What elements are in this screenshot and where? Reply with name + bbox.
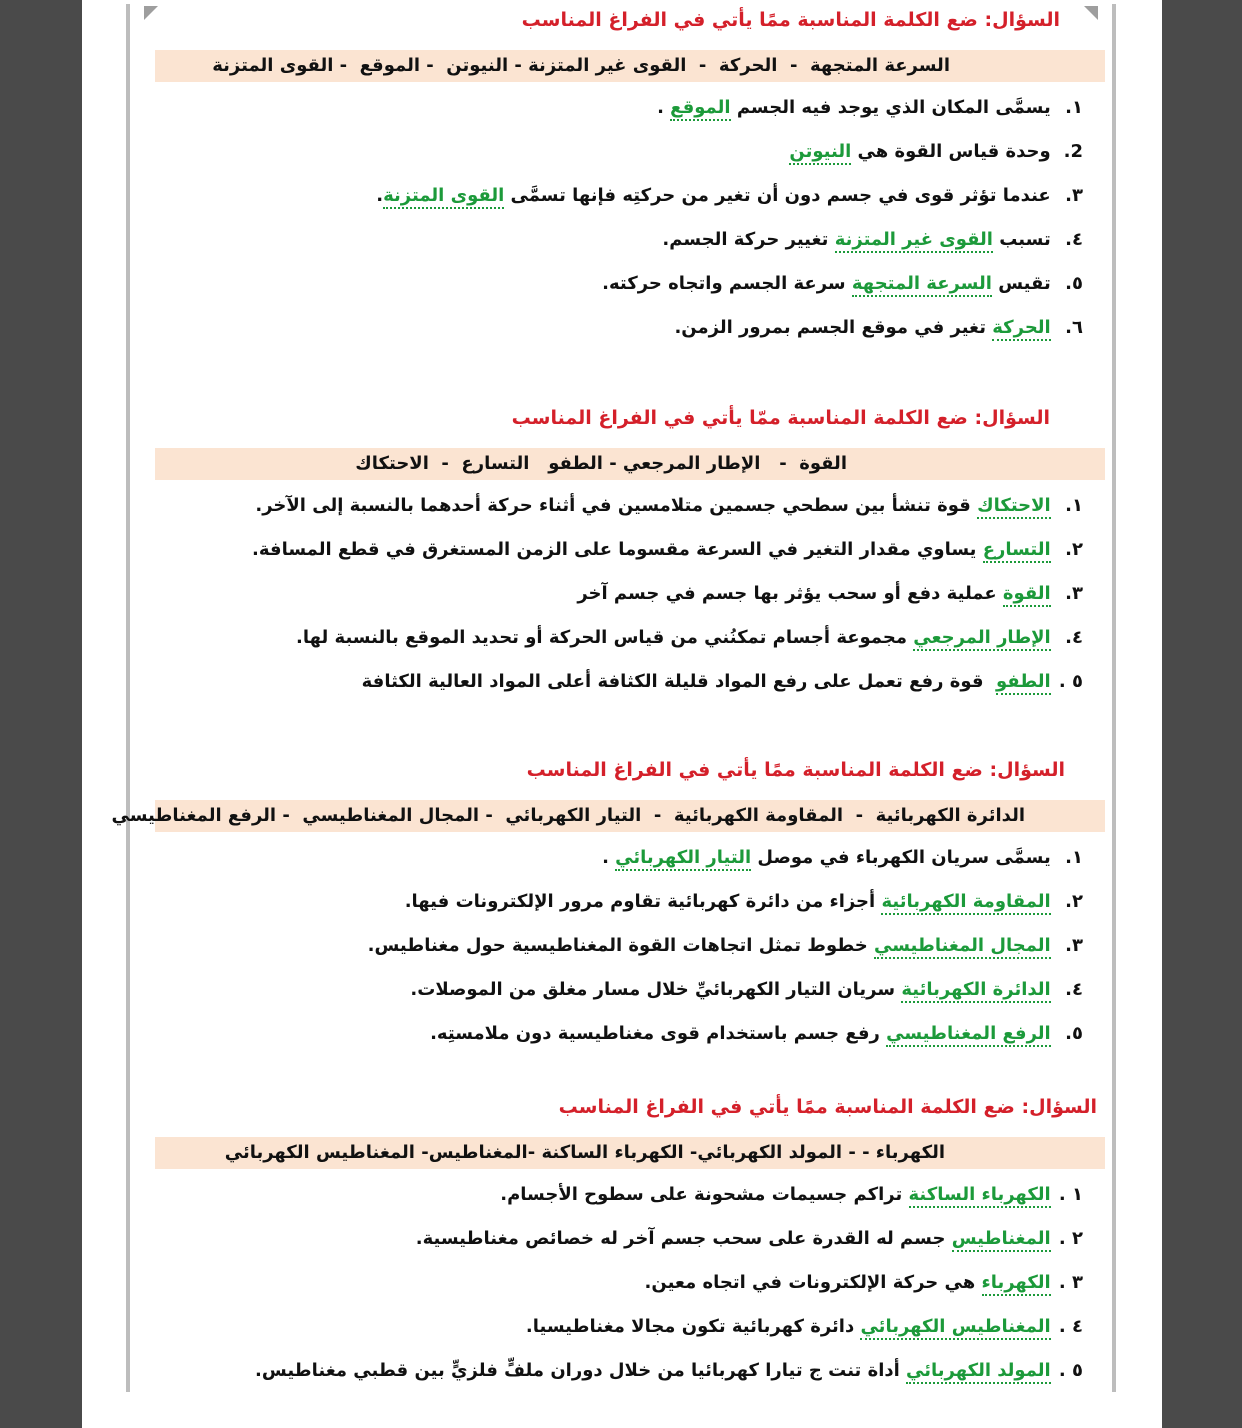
item-text-after: تغيير حركة الجسم. — [662, 229, 835, 250]
question-title: السؤال: ضع الكلمة المناسبة ممًا يأتي في الفراغ المناسب — [526, 759, 1065, 781]
question-section — [150, 0, 1105, 350]
item-number: ٢ . — [1058, 1228, 1083, 1249]
item-text-after: مجموعة أجسام تمكنُني من قياس الحركة أو تحديد الموقع بالنسبة لها. — [296, 627, 914, 648]
item-text-after: رفع جسم باستخدام قوى مغناطيسية دون ملامستِه. — [430, 1023, 887, 1044]
item-text-after: هي حركة الإلكترونات في اتجاه معين. — [644, 1272, 982, 1293]
word-bank: الكهرباء - - المولد الكهربائي- الكهرباء الساكنة -المغناطيس- المغناطيس الكهربائي — [155, 1137, 1105, 1169]
item-number: ٤. — [1065, 229, 1083, 250]
item-number: ١. — [1065, 495, 1083, 516]
item-number: ٢. — [1065, 539, 1083, 560]
fill-blank-item — [150, 174, 1105, 218]
fill-blank-item — [150, 528, 1105, 572]
answer-blank[interactable]: الحركة — [992, 317, 1050, 341]
item-number: ١ . — [1058, 1184, 1083, 1205]
answer-blank[interactable]: الرفع المغناطيسي — [886, 1023, 1051, 1047]
fill-blank-item — [150, 1217, 1105, 1261]
item-number: ٣. — [1065, 935, 1083, 956]
item-number: ٥ . — [1058, 671, 1083, 692]
item-text-before: يسمَّى المكان الذي يوجد فيه الجسم — [730, 97, 1051, 118]
answer-blank[interactable]: التيار الكهربائي — [615, 847, 751, 871]
item-text-after: . — [376, 185, 384, 206]
fill-blank-item — [150, 1173, 1105, 1217]
answer-blank[interactable]: الكهرباء — [982, 1272, 1051, 1296]
item-number: ٤. — [1065, 627, 1083, 648]
word-bank: القوة - الإطار المرجعي - الطفو التسارع - الاحتكاك — [155, 448, 1105, 480]
answer-blank[interactable]: المغناطيس الكهربائي — [860, 1316, 1050, 1340]
fill-blank-item — [150, 1349, 1105, 1393]
item-text-after: سريان التيار الكهربائيِّ خلال مسار مغلق من الموصلات. — [410, 979, 902, 1000]
fill-blank-item — [150, 836, 1105, 880]
item-number: ٣ . — [1058, 1272, 1083, 1293]
fill-blank-item — [150, 1305, 1105, 1349]
item-text-before: تقيس — [991, 273, 1051, 294]
fill-blank-item — [150, 86, 1105, 130]
item-text-after: خطوط تمثل اتجاهات القوة المغناطيسية حول مغناطيس. — [367, 935, 874, 956]
item-text-after: يساوي مقدار التغير في السرعة مقسوما على الزمن المستغرق في قطع المسافة. — [252, 539, 983, 560]
answer-blank[interactable]: الطفو — [996, 671, 1051, 695]
item-number: ٥. — [1065, 273, 1083, 294]
fill-blank-item — [150, 262, 1105, 306]
question-section — [150, 398, 1105, 704]
answer-blank[interactable]: القوة — [1003, 583, 1051, 607]
item-text-after: . — [602, 847, 616, 868]
question-section — [111, 750, 1105, 1056]
item-number: ٣. — [1065, 185, 1083, 206]
item-text-before: وحدة قياس القوة هي — [851, 141, 1051, 162]
item-number: ٥. — [1065, 1023, 1083, 1044]
item-text-after: قوة رفع تعمل على رفع المواد قليلة الكثافة أعلى المواد العالية الكثافة — [361, 671, 997, 692]
item-number: ٥ . — [1058, 1360, 1083, 1381]
answer-blank[interactable]: المولد الكهربائي — [906, 1360, 1051, 1384]
word-bank: الدائرة الكهربائية - المقاومة الكهربائية - التيار الكهربائي - المجال المغناطيسي - الرفع المغناطيسي — [155, 800, 1105, 832]
fill-blank-item — [150, 660, 1105, 704]
item-text-after: تراكم جسيمات مشحونة على سطوح الأجسام. — [500, 1184, 909, 1205]
word-bank: السرعة المتجهة - الحركة - القوى غير المتزنة - النيوتن - الموقع - القوى المتزنة — [155, 50, 1105, 82]
answer-blank[interactable]: الكهرباء الساكنة — [909, 1184, 1051, 1208]
item-number: ٣. — [1065, 583, 1083, 604]
item-text-before: عندما تؤثر قوى في جسم دون أن تغير من حركتِه فإنها تسمَّى — [504, 185, 1051, 206]
item-text-after: عملية دفع أو سحب يؤثر بها جسم في جسم آخر — [577, 583, 1003, 604]
item-text-after: سرعة الجسم واتجاه حركته. — [602, 273, 852, 294]
fill-blank-item — [150, 572, 1105, 616]
answer-blank[interactable]: التسارع — [983, 539, 1051, 563]
item-text-after: أجزاء من دائرة كهربائية تقاوم مرور الإلكترونات فيها. — [404, 891, 882, 912]
answer-blank[interactable]: الدائرة الكهربائية — [901, 979, 1050, 1003]
item-text-after: دائرة كهربائية تكون مجالا مغناطيسيا. — [525, 1316, 861, 1337]
item-text-after: جسم له القدرة على سحب جسم آخر له خصائص مغناطيسية. — [415, 1228, 952, 1249]
fill-blank-item — [150, 880, 1105, 924]
fill-blank-item — [150, 1012, 1105, 1056]
item-number: ٢. — [1065, 891, 1083, 912]
question-section — [150, 1087, 1105, 1393]
fill-blank-item — [150, 218, 1105, 262]
answer-blank[interactable]: النيوتن — [789, 141, 851, 165]
item-text-after: قوة تنشأ بين سطحي جسمين متلامسين في أثناء حركة أحدهما بالنسبة إلى الآخر. — [255, 495, 978, 516]
fill-blank-item — [150, 306, 1105, 350]
fill-blank-item — [150, 130, 1105, 174]
item-number: ٦. — [1065, 317, 1083, 338]
answer-blank[interactable]: الاحتكاك — [977, 495, 1051, 519]
fill-blank-item — [150, 924, 1105, 968]
item-number: 2. — [1063, 141, 1083, 162]
item-number: ٤. — [1065, 979, 1083, 1000]
fill-blank-item — [150, 616, 1105, 660]
answer-blank[interactable]: المجال المغناطيسي — [874, 935, 1051, 959]
item-text-after: تغير في موقع الجسم بمرور الزمن. — [674, 317, 993, 338]
answer-blank[interactable]: المقاومة الكهربائية — [881, 891, 1050, 915]
question-title: السؤال: ضع الكلمة المناسبة ممًا يأتي في الفراغ المناسب — [558, 1096, 1097, 1118]
answer-blank[interactable]: السرعة المتجهة — [852, 273, 992, 297]
item-text-before: يسمَّى سريان الكهرباء في موصل — [751, 847, 1051, 868]
item-text-after: أداة تنت ج تيارا كهربائيا من خلال دوران ملفٍّ فلزيٍّ بين قطبي مغناطيس. — [255, 1360, 907, 1381]
fill-blank-item — [150, 1261, 1105, 1305]
answer-blank[interactable]: الموقع — [670, 97, 730, 121]
question-title: السؤال: ضع الكلمة المناسبة ممًا يأتي في الفراغ المناسب — [521, 9, 1060, 31]
answer-blank[interactable]: القوى المتزنة — [383, 185, 504, 209]
fill-blank-item — [150, 484, 1105, 528]
fill-blank-item — [150, 968, 1105, 1012]
item-number: ١. — [1065, 847, 1083, 868]
answer-blank[interactable]: الإطار المرجعي — [913, 627, 1050, 651]
item-number: ١. — [1065, 97, 1083, 118]
item-number: ٤ . — [1058, 1316, 1083, 1337]
question-title: السؤال: ضع الكلمة المناسبة ممّا يأتي في الفراغ المناسب — [511, 407, 1050, 429]
answer-blank[interactable]: المغناطيس — [952, 1228, 1051, 1252]
item-text-before: تسبب — [992, 229, 1051, 250]
answer-blank[interactable]: القوى غير المتزنة — [835, 229, 993, 253]
item-text-after: . — [657, 97, 671, 118]
